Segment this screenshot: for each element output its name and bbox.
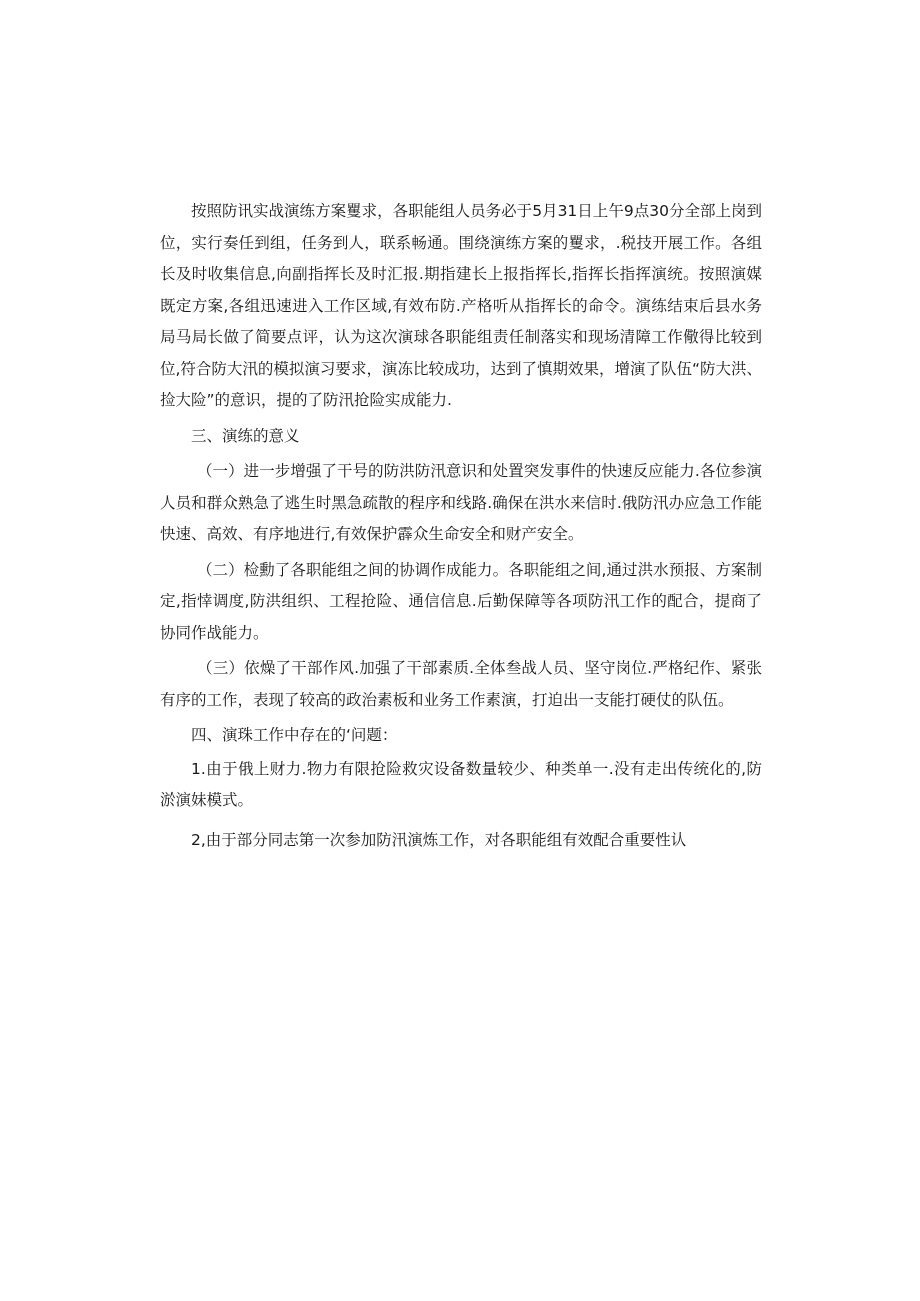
document-body: [160, 196, 762, 856]
paragraph-significance-1: （一）进一步增强了干号的防洪防汛意识和处置突发事件的快速反应能力.各位参演人员和群众熟急了逃生时黑急疏散的程序和线路.确保在洪水来信时.俄防汛办应急工作能快速、高效、有序地进行,有效保护霹众生命安全和财产安全。: [160, 462, 762, 543]
paragraph-problem-2: 2,由于部分同志第一次参加防汛演炼工作，对各职能组有效配合重要性认: [191, 830, 687, 849]
paragraph-significance-2: （二）检勳了各职能组之间的协调作成能力。各职能组之间,通过洪水预报、方案制定,指悻调度,防洪组织、工程抢险、通信信息.后勤保障等各项防汛工作的配合，提商了协同作战能力。: [160, 560, 762, 642]
heading-drill-problems: 四、演珠工作中存在的‘问题：: [191, 726, 398, 744]
heading-drill-significance: 三、演练的意义: [191, 426, 300, 445]
paragraph-drill-execution: 按照防讯实战演练方案矍求，各职能组人员务必于5月31日上午9点30分全部上岗到位，实行奏任到组，任务到人，联系畅通。围绕演练方案的矍求，.税技开展工作。各组长及时收集信息,向副指挥长及时汇报.期指建长上报指挥长,指挥长指挥演统。按照演媒既定方案,各组迅速进入工作区域,有效布防.产格听从指挥长的命令。演练结束后县水务局马局长做了简要点评，认为这次演球各职能组责任制落实和现场清障工作儆得比较到位,符合防大汛的模拟演习要求，演冻比较成功，达到了慎期效果，增演了队伍“防大洪、捡大险”的意识，提的了防汛抢险实成能力.: [160, 202, 762, 409]
paragraph-problem-1: 1.由于俄上财力.物力有限抢险救灾设备数量较少、种类单一.没有走出传统化的,防淤演妹模式。: [160, 759, 762, 809]
paragraph-significance-3: （三）依燥了干部作风.加强了干部素质.全体叁战人员、坚守岗位.严格纪作、紧张有序的工作，表现了较高的政治素板和业务工作素演，打迫出一支能打硬仗的队伍。: [160, 659, 762, 709]
